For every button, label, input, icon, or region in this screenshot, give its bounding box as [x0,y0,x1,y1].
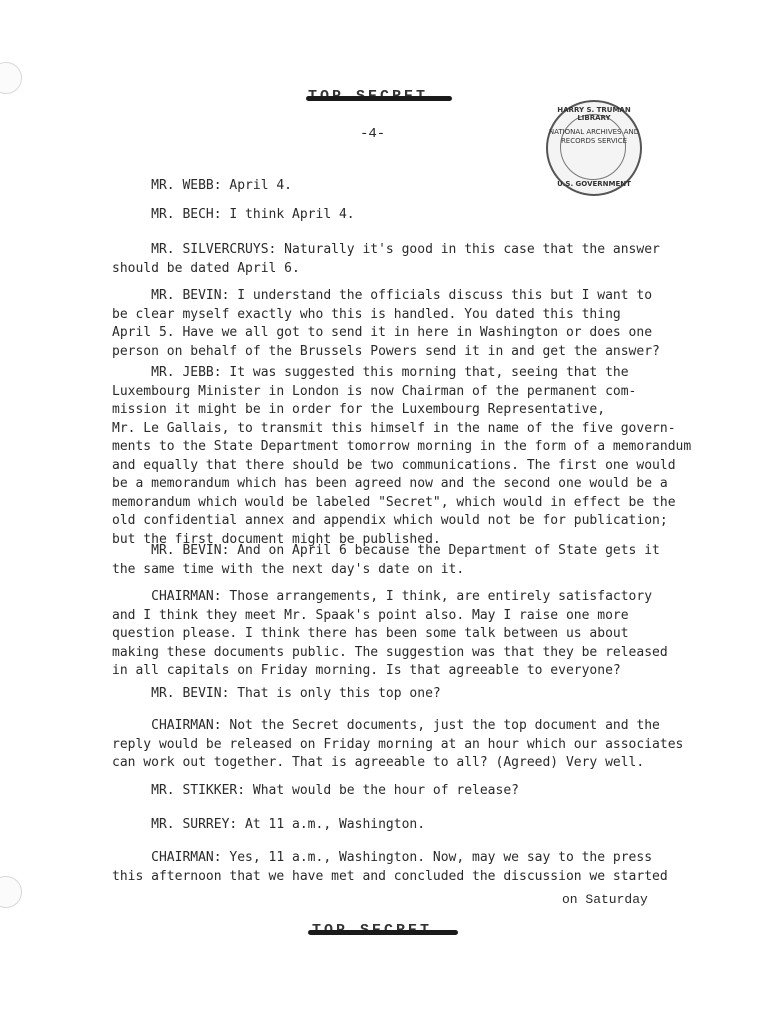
paragraph-bevin-1 [112,287,712,361]
text-line: but the first document might be published. [112,531,441,547]
binder-hole-bottom [0,876,22,908]
text-line: old confidential annex and appendix which would not be for publication; [112,513,668,528]
text-line: the same time with the next day's date on it. [112,561,465,577]
text-line: person on behalf of the Brussels Powers send it in and get the answer? [112,343,660,359]
text-line: and equally that there should be two communications. The first one would [112,457,676,473]
paragraph-chairman-1 [112,588,712,681]
text-line: memorandum which would be labeled "Secret", which would in effect be the [112,494,676,510]
text-line: should be dated April 6. [112,260,300,276]
text-line: MR. BEVIN: I understand the officials discuss this but I want to [112,288,653,303]
text-line: and I think they meet Mr. Spaak's point also. May I raise one more [112,607,629,623]
archives-stamp-bottom-text: U.S. GOVERNMENT [557,180,631,188]
footer-classification-redaction [308,930,458,935]
page-number: -4- [360,126,386,142]
archives-stamp-top-text: HARRY S. TRUMAN LIBRARY [557,106,631,122]
text-line: MR. BEVIN: And on April 6 because the Department of State gets it [112,543,660,558]
text-line: question please. I think there has been some talk between us about [112,626,629,641]
text-line: mission it might be in order for the Luxembourg Representative, [112,402,606,417]
text-line: CHAIRMAN: Those arrangements, I think, are entirely satisfactory [112,589,653,604]
paragraph-chairman-2 [112,717,712,773]
text-line: Luxembourg Minister in London is now Chairman of the permanent com- [112,383,637,399]
text-line: reply would be released on Friday morning at an hour which our associates [112,736,684,752]
paragraph-chairman-3 [112,849,712,886]
text-line: MR. JEBB: It was suggested this morning that, seeing that the [112,365,629,380]
archives-stamp-center-text: NATIONAL ARCHIVES AND RECORDS SERVICE [548,128,640,145]
continuation-catchword: on Saturday [562,892,648,907]
paragraph-silvercruys [112,241,712,278]
paragraph-webb [112,177,712,196]
text-line: ments to the State Department tomorrow morning in the form of a memorandum [112,439,692,454]
text-line: be clear myself exactly who this is handled. You dated this thing [112,306,621,322]
text-line: can work out together. That is agreeable to all? (Agreed) Very well. [112,755,645,770]
text-line: MR. STIKKER: What would be the hour of release? [112,783,519,798]
text-line: MR. BECH: I think April 4. [112,207,355,222]
text-line: in all capitals on Friday morning. Is that agreeable to everyone? [112,663,621,678]
text-line: April 5. Have we all got to send it in here in Washington or does one [112,325,653,340]
archives-stamp-inner-ring [560,114,626,180]
paragraph-stikker [112,782,712,801]
text-line: this afternoon that we have met and concluded the discussion we started [112,868,668,884]
paragraph-bevin-3 [112,685,712,704]
paragraph-bech [112,206,712,225]
paragraph-surrey [112,816,712,835]
text-line: making these documents public. The suggestion was that they be released [112,644,668,660]
text-line: MR. SURREY: At 11 a.m., Washington. [112,817,426,832]
header-classification-redaction [306,96,452,101]
text-line: MR. BEVIN: That is only this top one? [112,686,441,701]
text-line: CHAIRMAN: Not the Secret documents, just the top document and the [112,718,660,733]
text-line: MR. WEBB: April 4. [112,178,293,193]
text-line: MR. SILVERCRUYS: Naturally it's good in this case that the answer [112,242,660,257]
paragraph-jebb [112,364,712,549]
paragraph-bevin-2 [112,542,712,579]
binder-hole-top [0,62,22,94]
text-line: CHAIRMAN: Yes, 11 a.m., Washington. Now, may we say to the press [112,850,653,865]
text-line: be a memorandum which has been agreed now and the second one would be a [112,476,668,491]
text-line: Mr. Le Gallais, to transmit this himself in the name of the five govern- [112,420,676,436]
